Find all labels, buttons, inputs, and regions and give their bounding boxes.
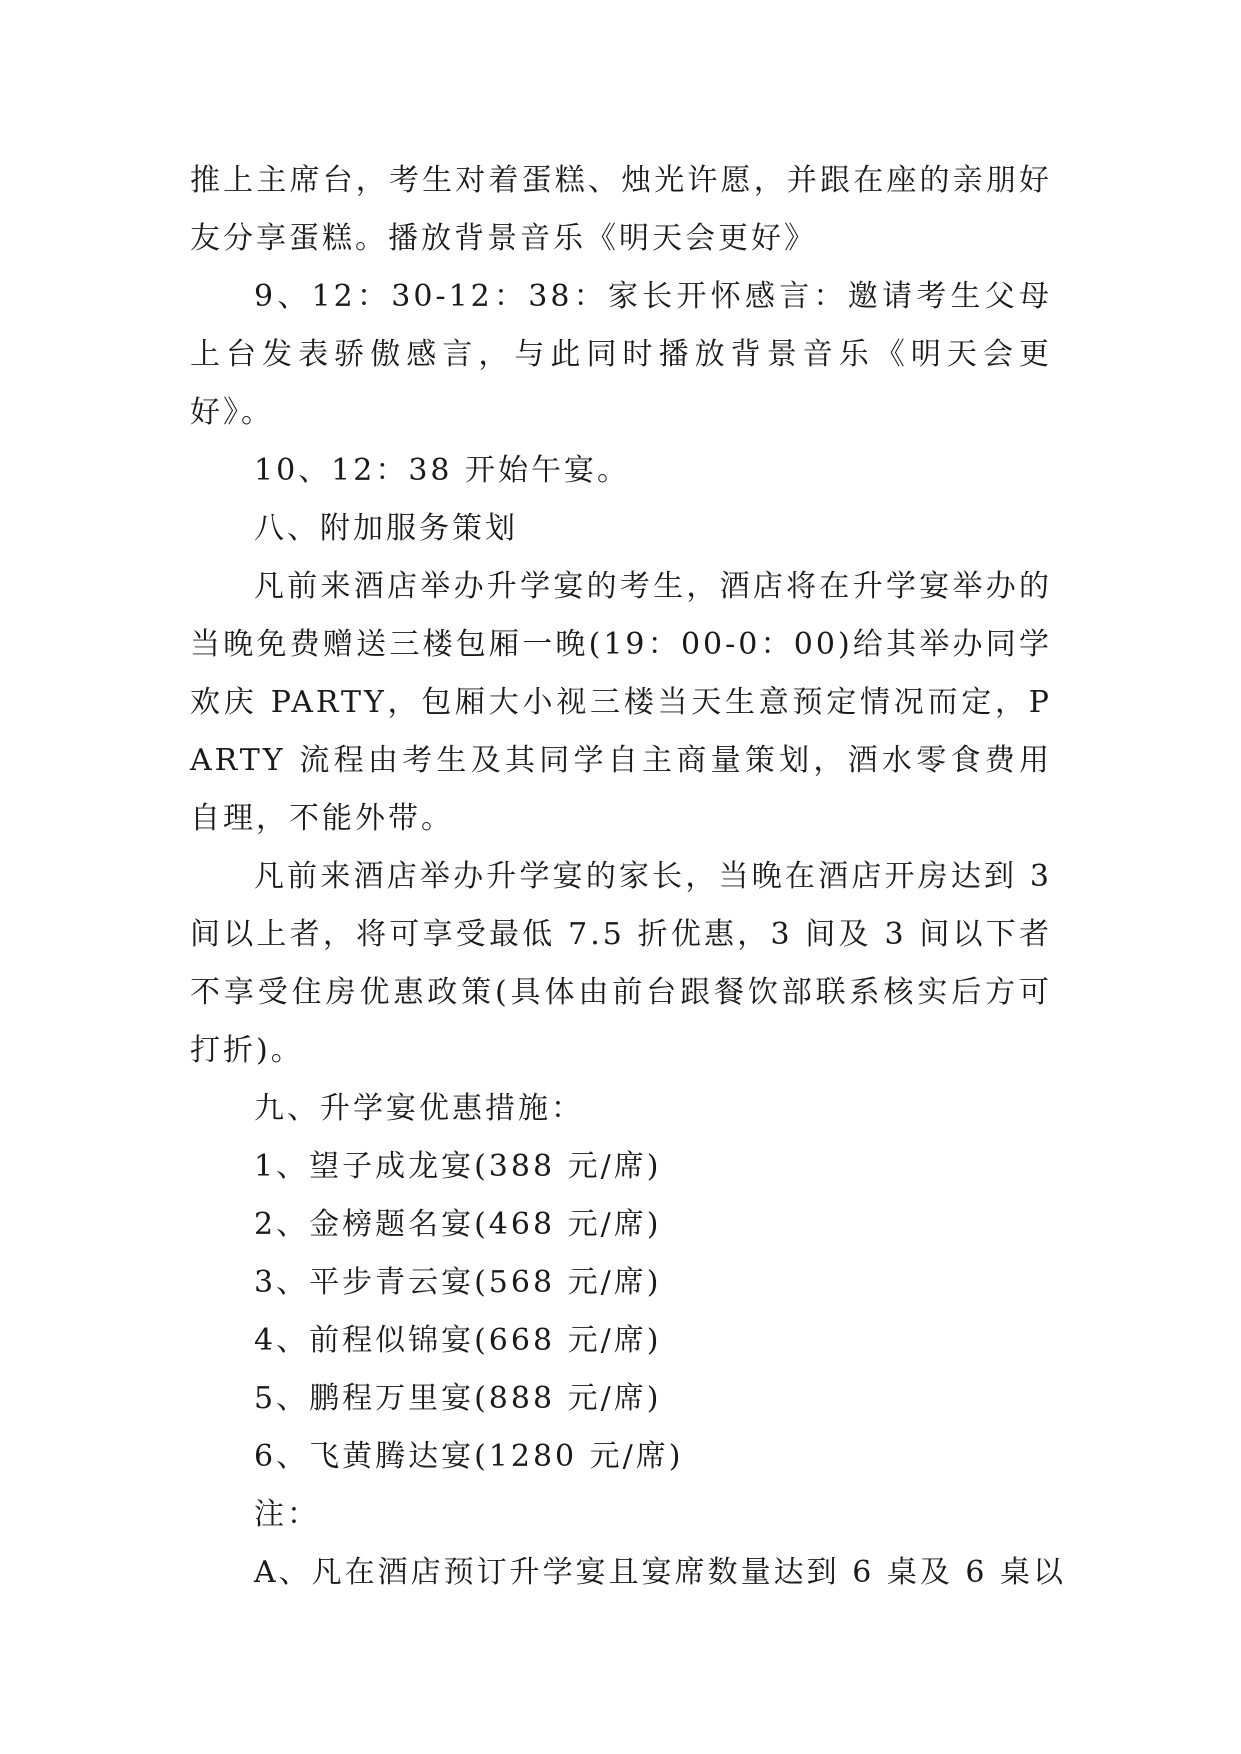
menu-item: 3、平步青云宴(568 元/席) [254, 1265, 662, 1300]
paragraph-student-party: 凡前来酒店举办升学宴的考生，酒店将在升学宴举办的当晚免费赠送三楼包厢一晚(19：00-0：00)给其举办同学欢庆 PARTY，包厢大小视三楼当天生意预定情况而定，PARTY 流程由考生及其同学自主商量策划，酒水零食费用自理，不能外带。 [190, 569, 1052, 836]
paragraph-cake-ceremony: 推上主席台，考生对着蛋糕、烛光许愿，并跟在座的亲朋好友分享蛋糕。播放背景音乐《明天会更好》 [190, 163, 1052, 256]
menu-item: 1、望子成龙宴(388 元/席) [254, 1149, 662, 1184]
menu-item: 2、金榜题名宴(468 元/席) [254, 1207, 662, 1242]
paragraph-lunch-start: 10、12：38 开始午宴。 [254, 453, 631, 488]
paragraph-parent-room-discount: 凡前来酒店举办升学宴的家长，当晚在酒店开房达到 3 间以上者，将可享受最低 7.5 折优惠，3 间及 3 间以下者不享受住房优惠政策(具体由前台跟餐饮部联系核实后方可打折)。 [190, 859, 1052, 1068]
section-heading-extra-services: 八、附加服务策划 [254, 511, 518, 546]
paragraph-parent-speech: 9、12：30-12：38：家长开怀感言：邀请考生父母上台发表骄傲感言，与此同时播放背景音乐《明天会更好》。 [190, 279, 1052, 430]
menu-item: 4、前程似锦宴(668 元/席) [254, 1323, 662, 1358]
menu-item: 5、鹏程万里宴(888 元/席) [254, 1381, 662, 1416]
section-heading-offers: 九、升学宴优惠措施： [254, 1091, 584, 1126]
note-label: 注： [254, 1497, 320, 1532]
document-body [190, 152, 1066, 1602]
menu-item: 6、飞黄腾达宴(1280 元/席) [254, 1439, 684, 1474]
note-a: A、凡在酒店预订升学宴且宴席数量达到 6 桌及 6 桌以 [254, 1555, 1066, 1590]
